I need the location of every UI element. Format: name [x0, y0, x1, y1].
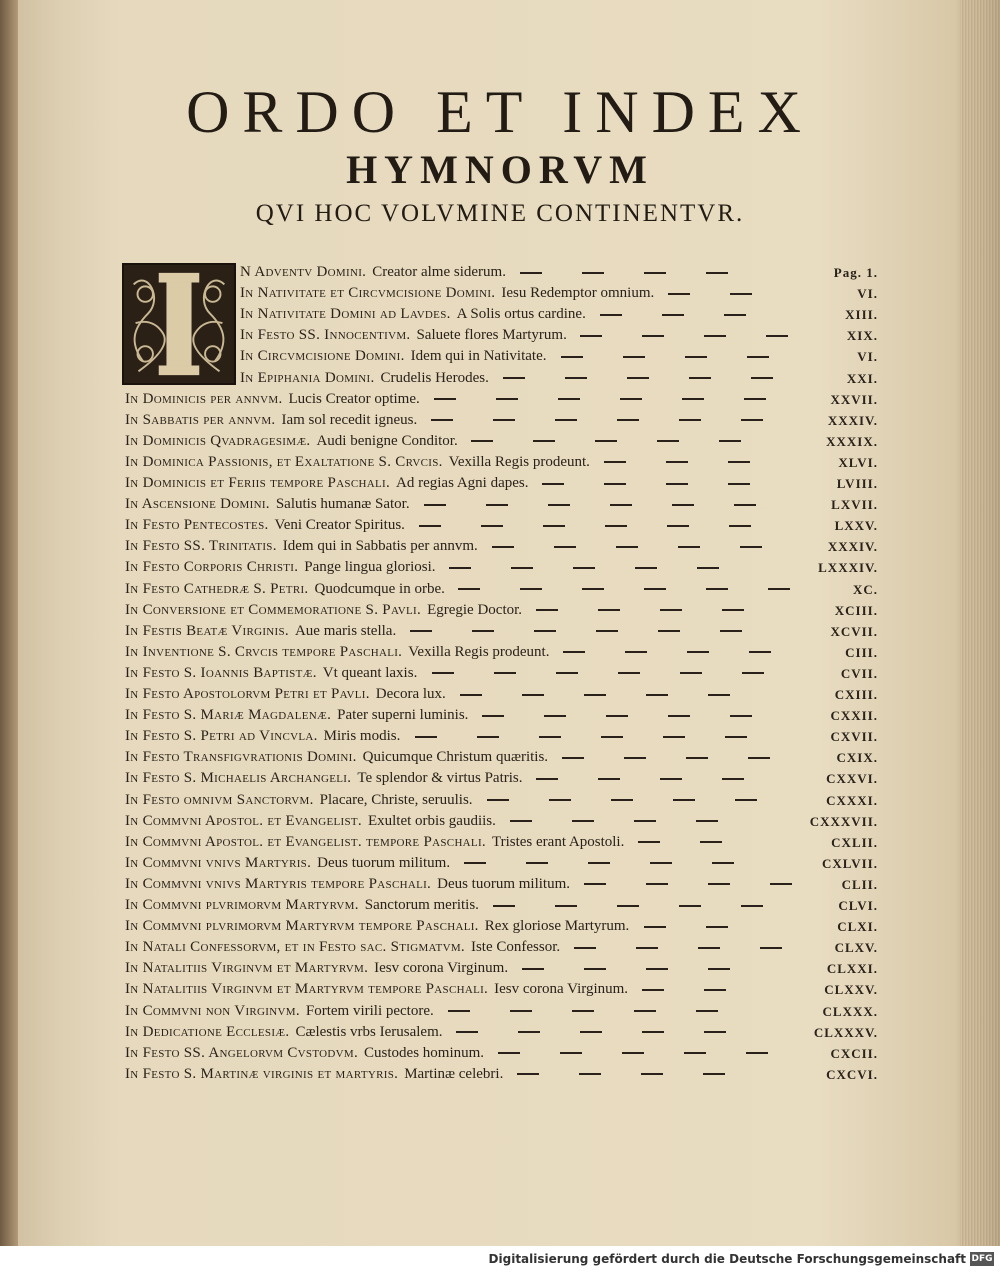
feast-name: In Festo Cathedræ S. Petri.: [125, 580, 309, 597]
page-number: CXLVII.: [821, 855, 878, 871]
hymn-incipit: Iesv corona Virginum.: [374, 960, 509, 977]
page-number: CXIX.: [836, 750, 878, 766]
index-entry: [240, 368, 878, 389]
feast-name: In Commvni plvrimorvm Martyrvm tempore Paschali.: [125, 918, 479, 935]
index-entry: [125, 621, 878, 642]
index-entry: [240, 283, 878, 304]
hymn-incipit: Deus tuorum militum.: [317, 854, 451, 871]
hymn-incipit: Miris modis.: [323, 728, 401, 745]
feast-name: In Festo S. Martinæ virginis et martyris.: [125, 1065, 399, 1082]
title-subtitle: QVI HOC VOLVMINE CONTINENTVR.: [255, 200, 745, 227]
index-entry: [125, 1022, 878, 1043]
leader-dashes: [493, 895, 828, 916]
feast-name: In Festo Apostolorvm Petri et Pavli.: [125, 686, 370, 702]
page-number: CIII.: [845, 644, 878, 660]
page-number: CLXXX.: [822, 1003, 878, 1019]
page-number: LXVII.: [831, 497, 878, 513]
hymn-incipit: Salutis humanæ Sator.: [275, 496, 410, 513]
page-number: XC.: [852, 581, 878, 597]
page-number: XXI.: [846, 370, 878, 386]
feast-name: In Commvni vnivs Martyris.: [125, 854, 312, 871]
hymn-incipit: Placare, Christe, seruulis.: [319, 791, 473, 808]
hymn-incipit: Veni Creator Spiritus.: [274, 517, 405, 534]
feast-name: In Dedicatione Ecclesiæ.: [125, 1023, 290, 1040]
index-entry: [125, 747, 878, 768]
index-entry: [125, 452, 878, 473]
leader-dashes: [464, 853, 812, 874]
index-entry: [240, 262, 878, 283]
page-number: CLXI.: [837, 919, 878, 935]
leader-dashes: [561, 346, 847, 367]
leader-dashes: [482, 705, 820, 726]
index-entry: [125, 979, 878, 1000]
feast-name: In Circvmcisione Domini.: [240, 348, 405, 365]
index-entry: [125, 937, 878, 958]
decorated-initial-i: [122, 263, 236, 385]
feast-name: In Dominicis per annvm.: [125, 390, 283, 407]
footer-credit: Digitalisierung gefördert durch die Deutsche Forschungsgemeinschaft: [488, 1252, 966, 1266]
page-number: XCIII.: [834, 602, 878, 618]
dfg-logo-icon: DFG: [971, 1254, 993, 1264]
hymn-incipit: Pange lingua gloriosi.: [304, 559, 436, 576]
leader-dashes: [498, 1043, 820, 1064]
page-number: CLVI.: [838, 898, 878, 913]
feast-name: In Natalitiis Virginvm et Martyrvm.: [125, 960, 369, 977]
hymn-incipit: Idem qui in Sabbatis per annvm.: [282, 538, 478, 555]
hymn-incipit: Rex gloriose Martyrum.: [484, 918, 630, 935]
title-ordo-et-index: ORDO ET INDEX: [186, 79, 814, 145]
index-entry: [125, 832, 878, 853]
leader-dashes: [536, 600, 825, 621]
page-number: LVIII.: [836, 476, 878, 491]
feast-name: In Festo S. Ioannis Baptistæ.: [125, 664, 317, 681]
page-number: CLXV.: [834, 940, 878, 956]
feast-name: In Ascensione Domini.: [125, 496, 270, 513]
feast-name: In Conversione et Commemoratione S. Pavli.: [125, 601, 422, 618]
hymn-incipit: Vexilla Regis prodeunt.: [408, 643, 550, 660]
hymn-incipit: Exultet orbis gaudiis.: [367, 812, 496, 829]
hymn-incipit: Audi benigne Conditor.: [316, 432, 458, 449]
page-number: XXVII.: [830, 391, 878, 407]
leader-dashes: [644, 916, 827, 937]
page-number: CXXVI.: [826, 771, 878, 787]
index-entry: [125, 1043, 878, 1064]
leader-dashes: [563, 642, 835, 663]
leader-dashes: [471, 431, 816, 452]
feast-name: In Inventione S. Crvcis tempore Paschali.: [125, 643, 403, 660]
index-entry: [125, 536, 878, 557]
page-number: CXVII.: [830, 729, 878, 745]
leader-dashes: [431, 410, 818, 431]
feast-name: In Natali Confessorvm, et in Festo sac. Stigmatvm.: [125, 939, 465, 956]
feast-name: In Festo omnivm Sanctorvm.: [125, 791, 314, 808]
index-entry: [125, 705, 878, 726]
leader-dashes: [503, 368, 837, 389]
feast-name: In Nativitate Domini ad Lavdes.: [240, 306, 451, 323]
index-entry: [125, 642, 878, 663]
feast-name: In Festis Beatæ Virginis.: [125, 622, 289, 639]
hymn-incipit: Vt queant laxis.: [322, 664, 418, 681]
feast-name: In Festo SS. Trinitatis.: [125, 538, 277, 555]
index-entry: [125, 410, 878, 431]
page-number: CXXXI.: [826, 792, 878, 808]
page-number: CXCVI.: [826, 1066, 878, 1082]
page-number: VI.: [857, 286, 878, 302]
leader-dashes: [458, 579, 843, 600]
hymn-incipit: Ad regias Agni dapes.: [396, 475, 529, 491]
index-entry: [125, 895, 878, 916]
page-number: XLVI.: [838, 454, 878, 470]
hymn-incipit: Crudelis Herodes.: [380, 369, 489, 386]
page-number: XXXIV.: [827, 539, 878, 555]
index-entry: [125, 473, 878, 494]
hymn-incipit: Vexilla Regis prodeunt.: [448, 453, 590, 470]
hymn-incipit: Deus tuorum militum.: [437, 875, 571, 892]
index-entry: [125, 1064, 878, 1085]
index-entry: [125, 557, 878, 578]
index-entry: [125, 494, 878, 515]
page-number: CVII.: [840, 665, 878, 681]
hymn-incipit: Lucis Creator optime.: [288, 390, 420, 407]
index-entry: [125, 431, 878, 452]
index-entry: [125, 790, 878, 811]
leader-dashes: [522, 958, 817, 979]
leader-dashes: [415, 726, 820, 747]
leader-dashes: [449, 557, 808, 578]
feast-name: In Epiphania Domini.: [240, 369, 375, 386]
page-number: CXLII.: [831, 834, 878, 850]
leader-dashes: [517, 1064, 816, 1085]
feast-name: In Commvni non Virginvm.: [125, 1002, 300, 1019]
page-number: XIII.: [845, 307, 878, 323]
page-number: CXIII.: [834, 687, 878, 702]
hymn-incipit: Te splendor & virtus Patris.: [357, 770, 523, 787]
index-entry: [125, 726, 878, 747]
hymn-incipit: Iste Confessor.: [470, 939, 561, 956]
ornament-icon: [124, 265, 234, 383]
leader-dashes: [536, 768, 816, 789]
hymn-incipit: Iesu Redemptor omnium.: [501, 285, 655, 302]
leader-dashes: [448, 1001, 813, 1022]
feast-name: In Sabbatis per annvm.: [125, 411, 276, 428]
hymn-incipit: Decora lux.: [375, 686, 446, 702]
leader-dashes: [574, 937, 825, 958]
index-entry: [125, 853, 878, 874]
hymn-incipit: Creator alme siderum.: [372, 264, 506, 280]
feast-name: N Adventv Domini.: [240, 264, 367, 280]
index-entry: [125, 579, 878, 600]
feast-name: In Festo S. Mariæ Magdalenæ.: [125, 707, 332, 724]
feast-name: In Dominicis Qvadragesimæ.: [125, 432, 311, 449]
leader-dashes: [604, 452, 828, 473]
leader-dashes: [410, 621, 820, 642]
page-number: VI.: [857, 349, 878, 365]
page-number: CXXII.: [830, 708, 878, 724]
leader-dashes: [510, 811, 800, 832]
index-entry: [125, 663, 878, 684]
hymn-incipit: Saluete flores Martyrum.: [416, 327, 567, 344]
leader-dashes: [642, 979, 814, 1000]
page-number: CXCII.: [830, 1045, 878, 1061]
page-number: CLXXXV.: [813, 1024, 878, 1040]
leader-dashes: [460, 684, 825, 705]
feast-name: In Commvni vnivs Martyris tempore Paschali.: [125, 875, 432, 892]
page-number: XXXIV.: [827, 412, 878, 428]
index-entry: [125, 389, 878, 410]
page-number: LXXV.: [834, 518, 878, 534]
feast-name: In Festo S. Michaelis Archangeli.: [125, 770, 352, 787]
hymn-incipit: Quodcumque in orbe.: [314, 580, 445, 597]
page-number: XXXIX.: [826, 433, 878, 449]
feast-name: In Festo Pentecostes.: [125, 517, 269, 534]
hymn-incipit: Pater superni luminis.: [337, 707, 469, 724]
index-entry: [125, 515, 878, 536]
page-number: CLXXV.: [824, 982, 878, 998]
feast-name: In Dominicis et Feriis tempore Paschali.: [125, 475, 391, 491]
page-number: CXXXVII.: [809, 813, 878, 829]
feast-name: In Natalitiis Virginvm et Martyrvm tempore Paschali.: [125, 981, 489, 998]
hymn-incipit: Sanctorum meritis.: [364, 897, 479, 913]
leader-dashes: [434, 389, 820, 410]
leader-dashes: [562, 747, 827, 768]
index-entry: [125, 768, 878, 789]
index-entry: [125, 916, 878, 937]
feast-name: In Commvni Apostol. et Evangelist. tempore Paschali.: [125, 833, 486, 850]
hymn-incipit: Aue maris stella.: [294, 622, 397, 639]
feast-name: In Commvni plvrimorvm Martyrvm.: [125, 897, 359, 913]
page-number: CLXXI.: [826, 961, 878, 977]
leader-dashes: [600, 304, 835, 325]
index-entry: [125, 684, 878, 705]
feast-name: In Festo Corporis Christi.: [125, 559, 299, 576]
index-entry: [240, 304, 878, 325]
hymn-incipit: Custodes hominum.: [364, 1044, 485, 1061]
hymn-incipit: Iesv corona Virginum.: [494, 981, 629, 998]
title-hymnorum: HYMNORVM: [346, 147, 654, 192]
hymn-incipit: Martinæ celebri.: [404, 1065, 504, 1082]
leader-dashes: [419, 515, 825, 536]
index-entry: [240, 325, 878, 346]
feast-name: In Festo S. Petri ad Vincvla.: [125, 728, 318, 745]
leader-dashes: [424, 494, 821, 515]
leader-dashes: [492, 536, 818, 557]
hymn-incipit: Egregie Doctor.: [427, 601, 523, 618]
index-entry: [125, 600, 878, 621]
hymn-incipit: Quicumque Christum quæritis.: [362, 749, 549, 766]
hymn-incipit: Iam sol recedit igneus.: [281, 411, 418, 428]
leader-dashes: [520, 262, 824, 283]
hymn-incipit: Tristes erant Apostoli.: [491, 833, 625, 850]
hymn-incipit: Cælestis vrbs Ierusalem.: [295, 1023, 443, 1040]
hymn-incipit: Fortem virili pectore.: [305, 1002, 434, 1019]
index-entry: [125, 874, 878, 895]
leader-dashes: [487, 790, 816, 811]
footer-band: [0, 1246, 1000, 1272]
leader-dashes: [432, 663, 831, 684]
leader-dashes: [580, 325, 837, 346]
index-entry: [125, 811, 878, 832]
index-entry: [125, 1001, 878, 1022]
feast-name: In Dominica Passionis, et Exaltatione S. Crvcis.: [125, 453, 443, 470]
feast-name: In Commvni Apostol. et Evangelist.: [125, 812, 362, 829]
feast-name: In Festo SS. Innocentivm.: [240, 327, 411, 344]
page-number: Pag. 1.: [833, 265, 878, 280]
leader-dashes: [456, 1022, 804, 1043]
feast-name: In Festo SS. Angelorvm Cvstodvm.: [125, 1044, 359, 1061]
feast-name: In Nativitate et Circvmcisione Domini.: [240, 285, 496, 302]
page-number: LXXXIV.: [818, 560, 878, 576]
index-entry: [240, 346, 878, 367]
leader-dashes: [638, 832, 821, 853]
leader-dashes: [668, 283, 847, 304]
page-number: XCVII.: [830, 623, 878, 639]
page-number: XIX.: [846, 328, 878, 344]
page-number: CLII.: [841, 876, 878, 892]
hymn-incipit: A Solis ortus cardine.: [456, 306, 586, 323]
index-entry: [125, 958, 878, 979]
hymn-incipit: Idem qui in Nativitate.: [410, 348, 547, 365]
feast-name: In Festo Transfigvrationis Domini.: [125, 749, 357, 766]
leader-dashes: [584, 874, 832, 895]
leader-dashes: [542, 473, 827, 494]
